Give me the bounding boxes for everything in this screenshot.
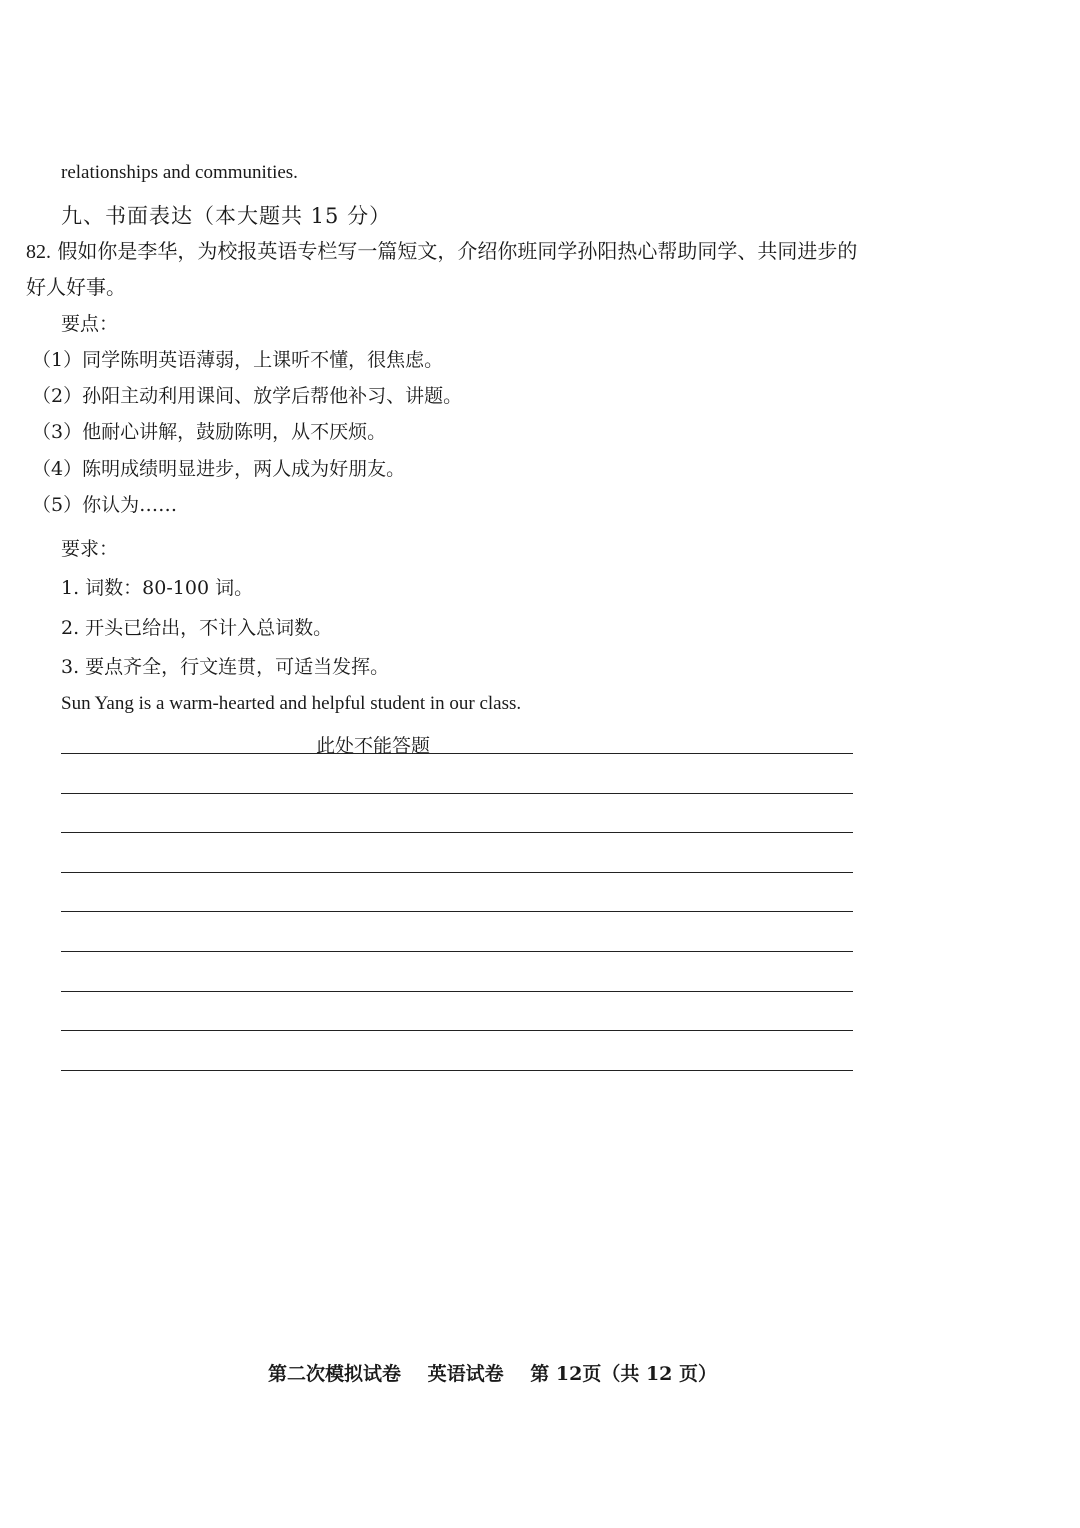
answer-line bbox=[61, 872, 853, 873]
point-item-1: （1）同学陈明英语薄弱，上课听不懂，很焦虑。 bbox=[32, 349, 444, 371]
question-line-2: 好人好事。 bbox=[26, 275, 126, 299]
section-title: 九、书面表达（本大题共 15 分） bbox=[61, 204, 392, 228]
requirement-item-1: 1. 词数：80-100 词。 bbox=[61, 577, 254, 599]
points-label: 要点： bbox=[61, 313, 119, 335]
footer-page: 第 12页（共 12 页） bbox=[530, 1363, 718, 1385]
point-item-5: （5）你认为…… bbox=[32, 494, 178, 516]
requirements-label: 要求： bbox=[61, 538, 119, 560]
answer-line bbox=[61, 951, 853, 952]
question-number-label: 82. bbox=[26, 241, 51, 263]
answer-line bbox=[61, 793, 853, 794]
question-line-1: 假如你是李华，为校报英语专栏写一篇短文，介绍你班同学孙阳热心帮助同学、共同进步的 bbox=[57, 239, 858, 263]
question-number bbox=[26, 235, 857, 264]
answer-line bbox=[61, 1030, 853, 1031]
point-item-2: （2）孙阳主动利用课间、放学后帮他补习、讲题。 bbox=[32, 385, 463, 407]
point-item-3: （3）他耐心讲解，鼓励陈明，从不厌烦。 bbox=[32, 421, 387, 443]
page-footer bbox=[268, 1359, 737, 1386]
answer-line bbox=[61, 991, 853, 992]
answer-line bbox=[61, 911, 853, 912]
opening-sentence: Sun Yang is a warm-hearted and helpful student in our class. bbox=[61, 693, 522, 714]
no-answer-note: 此处不能答题 bbox=[316, 735, 431, 757]
footer-exam: 第二次模拟试卷 bbox=[268, 1363, 402, 1385]
answer-line bbox=[61, 832, 853, 833]
footer-subject: 英语试卷 bbox=[427, 1363, 504, 1385]
previous-text-tail: relationships and communities. bbox=[61, 162, 298, 183]
requirement-item-2: 2. 开头已给出，不计入总词数。 bbox=[61, 617, 333, 639]
answer-line bbox=[61, 753, 853, 754]
requirement-item-3: 3. 要点齐全，行文连贯，可适当发挥。 bbox=[61, 656, 390, 678]
answer-line bbox=[61, 1070, 853, 1071]
point-item-4: （4）陈明成绩明显进步，两人成为好朋友。 bbox=[32, 458, 406, 480]
